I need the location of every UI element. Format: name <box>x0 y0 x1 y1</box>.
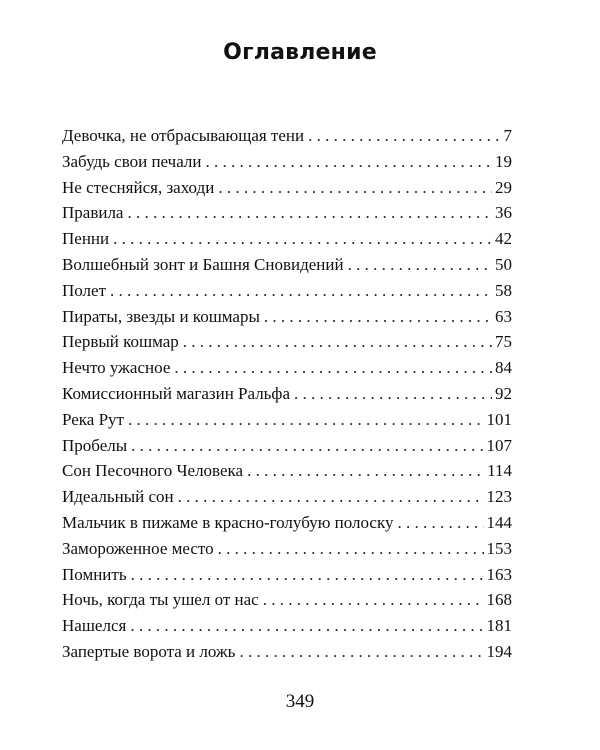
toc-entry <box>62 384 512 410</box>
toc-entry-title: Забудь свои печали <box>62 151 202 171</box>
dot-leader <box>127 203 492 223</box>
toc-entry-page: 63 <box>495 306 512 326</box>
toc-entry-title: Комиссионный магазин Ральфа <box>62 383 290 403</box>
dot-leader <box>239 642 483 662</box>
table-of-contents <box>62 126 512 668</box>
dot-leader <box>131 565 484 585</box>
dot-leader <box>218 539 484 559</box>
toc-entry-page: 7 <box>503 126 512 145</box>
toc-entry-title: Правила <box>62 203 124 223</box>
toc-entry <box>62 152 512 178</box>
toc-entry <box>62 565 512 591</box>
toc-entry-page: 168 <box>486 590 512 610</box>
dot-leader <box>178 487 484 507</box>
toc-entry-page: 92 <box>495 383 512 403</box>
toc-entry-page: 107 <box>486 435 512 455</box>
toc-entry-page: 42 <box>495 229 512 249</box>
toc-entry-title: Полет <box>62 280 107 300</box>
toc-entry <box>62 436 512 462</box>
dot-leader <box>218 178 492 198</box>
toc-entry-title: Мальчик в пижаме в красно-голубую полоску <box>62 512 394 532</box>
dot-leader <box>110 281 492 301</box>
toc-entry-page: 194 <box>486 641 512 661</box>
dot-leader <box>128 410 484 430</box>
toc-entry <box>62 126 512 152</box>
toc-entry-title: Пираты, звезды и кошмары <box>62 306 260 326</box>
toc-entry-page: 163 <box>486 564 512 584</box>
toc-entry-title: Замороженное место <box>62 538 214 558</box>
toc-entry-page: 101 <box>486 409 512 429</box>
page-number: 349 <box>285 691 315 712</box>
toc-entry-title: Пробелы <box>62 435 128 455</box>
toc-entry-title: Первый кошмар <box>62 332 179 352</box>
dot-leader <box>113 229 492 249</box>
toc-entry-title: Волшебный зонт и Башня Сновидений <box>62 254 344 274</box>
toc-entry-page: 50 <box>495 254 512 274</box>
dot-leader <box>294 384 492 404</box>
dot-leader <box>263 590 484 610</box>
toc-entry <box>62 487 512 513</box>
toc-entry-page: 153 <box>486 538 512 558</box>
toc-entry-page: 75 <box>495 332 512 352</box>
dot-leader <box>131 436 483 456</box>
toc-entry-page: 84 <box>495 358 512 378</box>
dot-leader <box>264 307 492 327</box>
dot-leader <box>348 255 492 275</box>
dot-leader <box>247 461 484 481</box>
toc-entry <box>62 410 512 436</box>
toc-entry-page: 19 <box>495 151 512 171</box>
toc-entry-title: Запертые ворота и ложь <box>62 641 236 661</box>
toc-entry <box>62 590 512 616</box>
toc-entry-title: Пенни <box>62 229 110 249</box>
toc-entry-page: 36 <box>495 203 512 223</box>
toc-entry <box>62 281 512 307</box>
dot-leader <box>183 332 492 352</box>
toc-entry <box>62 178 512 204</box>
toc-entry <box>62 539 512 565</box>
dot-leader <box>308 126 500 146</box>
dot-leader <box>206 152 493 172</box>
toc-entry <box>62 642 512 668</box>
toc-entry <box>62 307 512 333</box>
toc-entry <box>62 203 512 229</box>
toc-entry-title: Ночь, когда ты ушел от нас <box>62 590 259 610</box>
toc-entry-title: Сон Песочного Человека <box>62 461 244 481</box>
dot-leader <box>174 358 492 378</box>
toc-entry-title: Нашелся <box>62 616 127 636</box>
page-title: Оглавление <box>223 40 377 65</box>
toc-entry <box>62 229 512 255</box>
toc-entry-title: Не стесняйся, заходи <box>62 177 215 197</box>
toc-entry <box>62 358 512 384</box>
toc-entry-page: 181 <box>486 616 512 636</box>
toc-entry <box>62 332 512 358</box>
toc-entry-title: Идеальный сон <box>62 487 174 507</box>
toc-entry-title: Помнить <box>62 564 127 584</box>
dot-leader <box>398 513 484 533</box>
toc-entry <box>62 616 512 642</box>
toc-entry-page: 58 <box>495 280 512 300</box>
toc-entry-page: 29 <box>495 177 512 197</box>
toc-entry <box>62 255 512 281</box>
toc-entry-page: 144 <box>486 512 512 532</box>
toc-entry-title: Река Рут <box>62 409 124 429</box>
toc-entry <box>62 513 512 539</box>
toc-entry <box>62 461 512 487</box>
toc-entry-page: 114 <box>487 461 512 481</box>
toc-entry-title: Нечто ужасное <box>62 358 171 378</box>
toc-entry-title: Девочка, не отбрасывающая тени <box>62 126 305 145</box>
toc-entry-page: 123 <box>486 487 512 507</box>
dot-leader <box>130 616 483 636</box>
